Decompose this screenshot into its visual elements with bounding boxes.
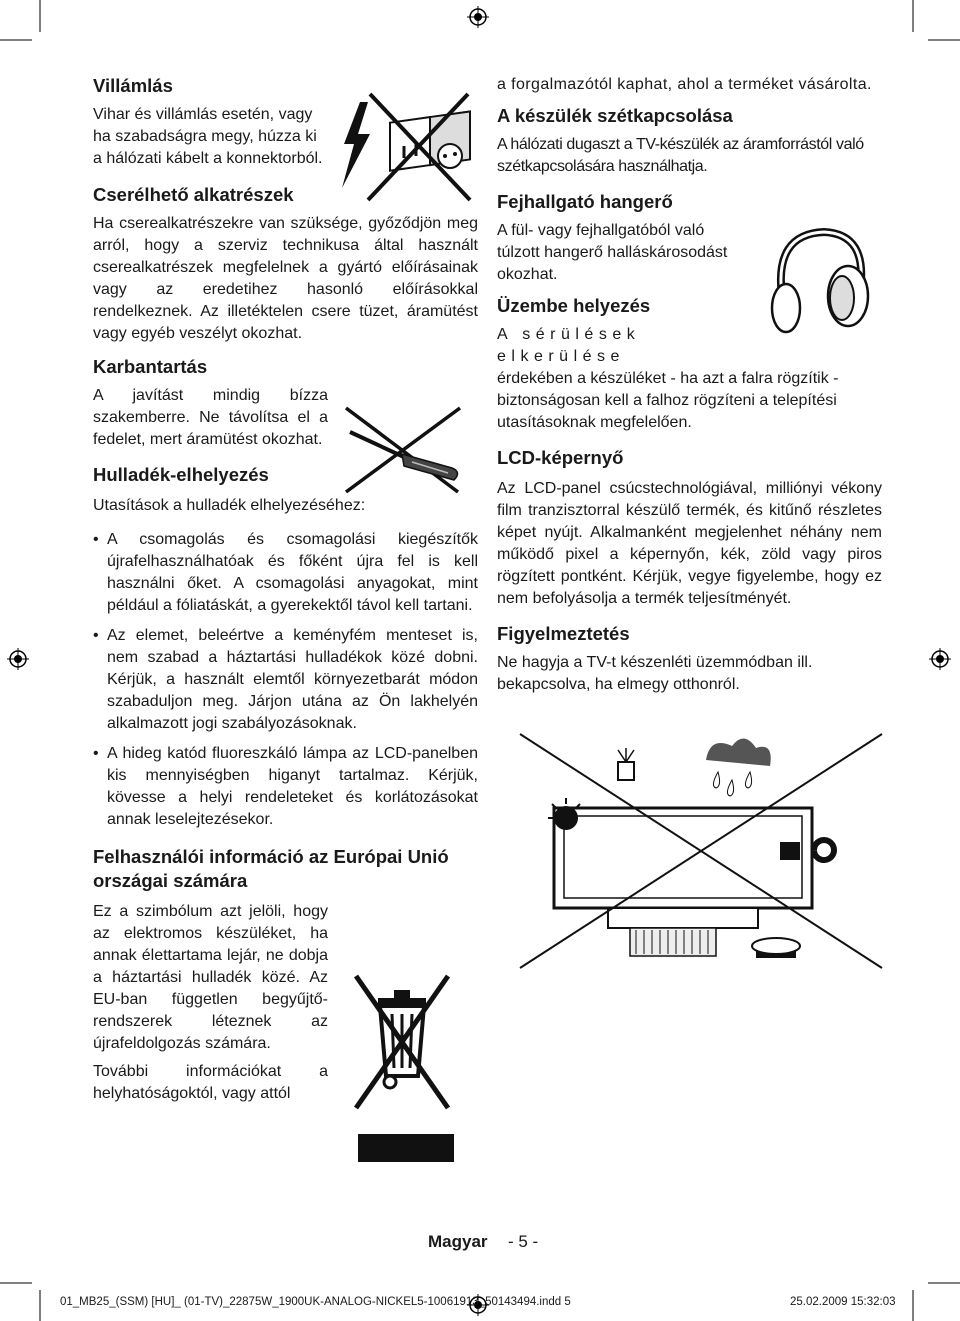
villamlas-text: Vihar és villámlás esetén, vagy ha szabadságra megy, húzza ki a hálózati kábelt a konnektorból. [93,106,323,167]
headphones-icon [764,224,872,340]
footer-language: Magyar [428,1232,488,1251]
continuation-text: a forgalmazótól kaphat, ahol a terméket vásárolta. [497,76,872,93]
section-title-hulladek: Hulladék-elhelyezés [93,464,269,485]
weee-bar [358,1134,454,1162]
footer-page-number: - 5 - [508,1232,539,1251]
section-title-eu: Felhasználói információ az Európai Unió országai számára [93,846,449,891]
section-title-fejhallgato: Fejhallgató hangerő [497,191,673,212]
fejhallgato-text: A fül- vagy fejhallgatóból való túlzott hangerő halláskárosodást okozhat. [497,222,728,283]
cserelheto-text: Ha cserealkatrészekre van szüksége, győződjön meg arról, hogy a szerviz technikusa által használt cserealkatrészek megfelelnek a gyártó előírásainak vagy az eredetihez hasonló előírásokkal rendelkeznek. Az illetéktelen csere tüzet, áramütést vagy egyéb veszélyt okozhat. [93,215,478,342]
slug-file: 01_MB25_(SSM) [HU]_ (01-TV)_22875W_1900UK-ANALOG-NICKEL5-10061913_50143494.indd 5 [60,1296,571,1308]
karbantartas-text: A javítást mindig bízza szakemberre. Ne távolítsa el a fedelet, mert áramütést okozhat. [93,387,328,448]
section-title-cserelheto: Cserélhető alkatrészek [93,184,294,205]
slug-date: 25.02.2009 15:32:03 [790,1296,896,1308]
right-column [497,74,882,696]
section-title-villamlas: Villámlás [93,75,173,96]
lcd-text: Az LCD-panel csúcstechnológiával, milliónyi vékony film tranzisztorral készülő termék, és kitűnő részletes képet nyújt. Alkalmanként megjelenhet néhány nem működő pixel a képernyőn, kék, zöld vagy piros rögzített pontként. Kérjük, vegye figyelembe, hogy ez nem befolyásolja a termék teljesítményét. [497,480,882,607]
tv-hazards-crossed-icon [518,732,884,972]
crossed-bin-icon [346,968,458,1124]
left-column [93,74,478,1105]
hulladek-bullet-2: • Az elemet, beleértve a keményfém menteset is, nem szabad a háztartási hulladékok közé dobni. Kérjük, a használt elemtől környezetbarát módon szabaduljon meg. Járjon utána az Ön lakhelyén alkalmazott jogi szabályozásoknak. [93,625,478,735]
uzembe-text-2: érdekében a készüléket - ha azt a falra rögzítik - biztonságosan kell a falhoz rögzíteni a telepítési utasításoknak megfelelően. [497,370,839,431]
hulladek-bullet-1: • A csomagolás és csomagolási kiegészítők újrafelhasználhatóak és főként újra fel is kell használni őket. A csomagolási anyagokat, mint például a fóliatáskát, a gyerekektől távol kell tartani. [93,529,478,617]
section-title-figyelmeztetes: Figyelmeztetés [497,623,630,644]
eu-text: Ez a szimbólum azt jelöli, hogy az elektromos készüléket, ha annak élettartama lejár, ne dobja a háztartási hulladék közé. Az EU-ban független begyűjtő-rendszerek léteznek az újrafeldolgozás számára. [93,903,328,1052]
szetkapcsolas-text: A hálózati dugaszt a TV-készülék az áramforrástól való szétkapcsolására használhatja. [497,136,864,175]
uzembe-text-1: A sérülések elkerülése [497,326,641,365]
hulladek-intro: Utasítások a hulladék elhelyezéséhez: [93,497,366,514]
lightning-plug-crossed-icon [338,92,478,204]
section-title-uzembe: Üzembe helyezés [497,295,651,316]
screwdriver-crossed-icon [340,402,468,498]
hulladek-bullet-3: • A hideg katód fluoreszkáló lámpa az LCD-panelben kis mennyiségben higanyt tartalmaz. Kérjük, kövesse a helyi rendeleteket és korlátozásokat annak leselejtezésekor. [93,743,478,831]
section-title-lcd: LCD-képernyő [497,447,624,468]
eu-text-2: További információkat a helyhatóságoktól, vagy attól [93,1063,328,1102]
figyelmeztetes-text: Ne hagyja a TV-t készenléti üzemmódban ill. bekapcsolva, ha elmegy otthonról. [497,654,813,693]
section-title-karbantartas: Karbantartás [93,356,208,377]
section-title-szetkapcsolas: A készülék szétkapcsolása [497,105,733,126]
